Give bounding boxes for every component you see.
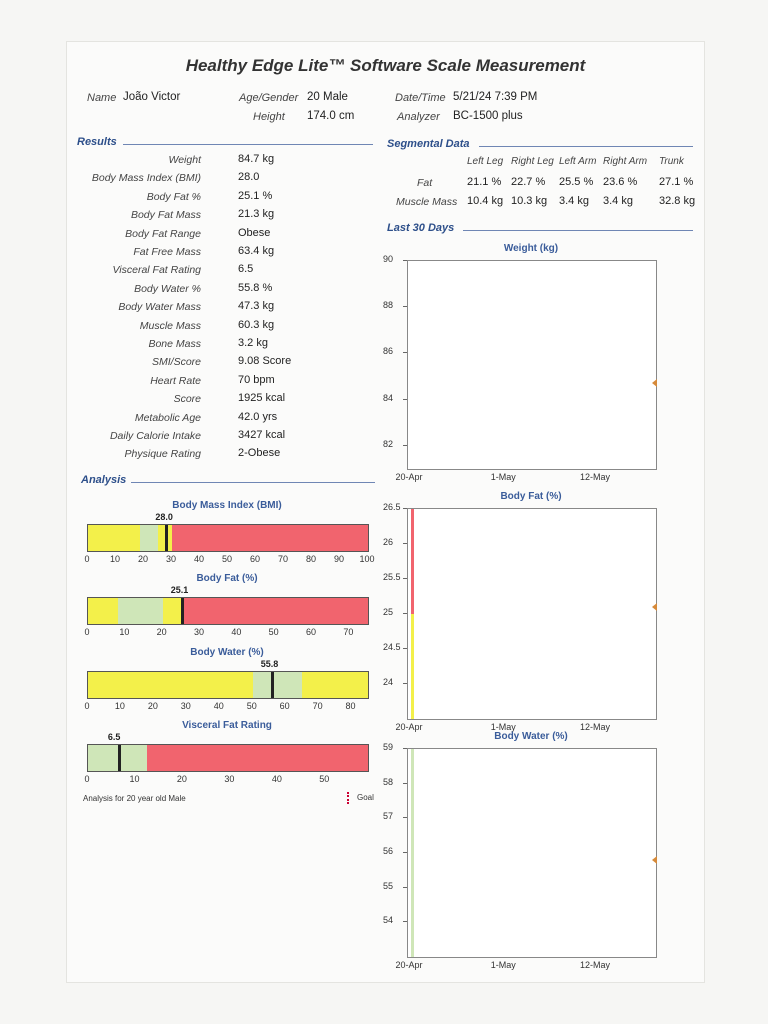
goal-legend-label: Goal xyxy=(357,793,374,803)
current-value-marker xyxy=(165,524,168,552)
segmental-cell: 25.5 % xyxy=(559,176,594,188)
axis-tick-label: 20 xyxy=(147,701,158,711)
result-label: Weight xyxy=(168,154,201,166)
goal-legend xyxy=(347,792,374,804)
y-tick-label: 25 xyxy=(383,607,394,617)
x-tick-label: 1-May xyxy=(490,472,516,482)
axis-tick-label: 10 xyxy=(114,701,125,711)
range-zone-yellow xyxy=(88,598,118,624)
result-value: 47.3 kg xyxy=(238,300,275,313)
trend-chart-title: Body Water (%) xyxy=(494,731,568,742)
y-tick-mark xyxy=(403,683,407,684)
range-zone-yellow xyxy=(302,672,368,698)
y-tick-mark xyxy=(403,543,407,544)
axis-tick-label: 70 xyxy=(312,701,323,711)
y-tick-label: 24.5 xyxy=(383,642,401,652)
current-value-marker xyxy=(118,744,121,772)
report-title: Healthy Edge Lite™ Software Scale Measurement xyxy=(185,56,586,75)
range-zone-red xyxy=(181,598,368,624)
axis-tick-label: 70 xyxy=(277,554,288,564)
trend-plot-area xyxy=(407,508,657,720)
result-label: Body Fat Range xyxy=(125,227,201,240)
segmental-column-header: Trunk xyxy=(659,156,684,167)
axis-tick-label: 0 xyxy=(84,701,90,711)
segmental-column-header: Right Leg xyxy=(511,156,554,167)
axis-tick-label: 20 xyxy=(156,627,167,637)
x-tick-label: 1-May xyxy=(490,960,516,970)
x-tick-label: 20-Apr xyxy=(395,472,423,482)
result-value: 60.3 kg xyxy=(238,318,275,331)
axis-tick-label: 80 xyxy=(305,554,316,564)
axis-tick-label: 0 xyxy=(84,627,90,637)
y-tick-mark xyxy=(403,508,407,509)
height-label: Height xyxy=(253,111,285,123)
y-tick-mark xyxy=(403,578,407,579)
trend-chart-title: Weight (kg) xyxy=(503,243,559,254)
current-value-point xyxy=(652,603,657,611)
range-zone-green xyxy=(253,672,302,698)
analysis-heading: Analysis xyxy=(81,474,127,486)
y-tick-label: 25.5 xyxy=(383,572,401,582)
analyzer-label: Analyzer xyxy=(397,111,440,123)
axis-tick-label: 40 xyxy=(271,774,282,784)
axis-tick-label: 60 xyxy=(305,627,316,637)
result-value: 3.2 kg xyxy=(238,337,268,349)
y-tick-mark xyxy=(403,352,407,353)
axis-tick-label: 20 xyxy=(137,554,148,564)
analysis-footer: Analysis for 20 year old Male xyxy=(83,794,186,803)
result-label: Daily Calorie Intake xyxy=(109,430,201,442)
axis-tick-label: 40 xyxy=(213,701,224,711)
y-tick-mark xyxy=(403,306,407,307)
result-label: Body Water % xyxy=(134,282,201,295)
age-gender-value: 20 Male xyxy=(307,91,348,103)
y-tick-label: 90 xyxy=(383,254,394,264)
current-value-marker xyxy=(181,597,184,625)
range-zone-red xyxy=(147,745,368,771)
name-value: João Victor xyxy=(123,91,181,103)
last30-rule xyxy=(463,230,693,231)
segmental-rule xyxy=(479,146,693,147)
result-value: 6.5 xyxy=(238,263,254,276)
current-value-label: 28.0 xyxy=(155,512,173,522)
y-tick-label: 57 xyxy=(383,811,394,822)
x-tick-label: 12-May xyxy=(579,722,610,732)
y-tick-mark xyxy=(403,445,407,446)
range-zone-green xyxy=(140,525,158,551)
result-label: Bone Mass xyxy=(148,338,201,350)
axis-tick-label: 60 xyxy=(279,701,290,711)
current-value-label: 6.5 xyxy=(107,732,121,742)
y-tick-label: 59 xyxy=(383,742,394,752)
result-label: Fat Free Mass xyxy=(133,246,201,258)
age-gender-label: Age/Gender xyxy=(239,92,299,104)
y-tick-mark xyxy=(403,887,407,888)
current-value-marker xyxy=(271,671,274,699)
axis-tick-label: 50 xyxy=(319,774,330,784)
x-tick-label: 12-May xyxy=(579,960,610,970)
result-value: 55.8 % xyxy=(238,281,273,294)
segmental-row-label: Fat xyxy=(417,177,433,189)
axis-tick-label: 0 xyxy=(84,774,90,784)
axis-tick-label: 40 xyxy=(193,554,204,564)
report-sheet xyxy=(67,42,704,982)
result-value: 28.0 xyxy=(238,171,260,184)
current-value-label: 55.8 xyxy=(260,659,279,669)
axis-tick-label: 50 xyxy=(221,554,232,564)
result-value: 9.08 Score xyxy=(238,355,292,368)
axis-tick-label: 10 xyxy=(119,627,130,637)
current-value-point xyxy=(652,379,657,387)
analysis-range-bar xyxy=(87,597,369,625)
results-heading: Results xyxy=(77,136,117,148)
segmental-heading: Segmental Data xyxy=(387,138,470,150)
axis-tick-label: 20 xyxy=(176,774,187,784)
y-tick-label: 55 xyxy=(383,880,394,891)
axis-tick-label: 30 xyxy=(224,774,235,784)
y-tick-mark xyxy=(403,748,407,749)
analysis-range-bar xyxy=(87,524,369,552)
axis-tick-label: 100 xyxy=(359,554,375,564)
y-tick-label: 58 xyxy=(383,776,394,787)
result-value: 3427 kcal xyxy=(238,429,286,441)
segmental-cell: 21.1 % xyxy=(467,176,502,188)
result-label: Body Water Mass xyxy=(118,301,201,314)
result-label: Body Fat % xyxy=(146,190,201,203)
segmental-cell: 27.1 % xyxy=(659,176,694,188)
y-tick-mark xyxy=(403,921,407,922)
range-zone-red xyxy=(172,525,368,551)
axis-tick-label: 40 xyxy=(231,627,242,637)
trend-plot-area xyxy=(407,260,657,470)
segmental-cell: 3.4 kg xyxy=(603,195,633,207)
y-tick-label: 86 xyxy=(383,346,394,357)
result-label: Body Mass Index (BMI) xyxy=(91,172,201,185)
analysis-bar-title: Visceral Fat Rating xyxy=(182,720,272,731)
result-label: Physique Rating xyxy=(124,448,201,461)
y-tick-mark xyxy=(403,852,407,853)
goal-legend-icon xyxy=(347,792,351,804)
y-tick-mark xyxy=(403,613,407,614)
result-label: Score xyxy=(173,393,201,406)
y-tick-label: 26.5 xyxy=(383,502,401,512)
y-tick-label: 54 xyxy=(383,915,394,926)
segmental-cell: 23.6 % xyxy=(603,176,638,188)
date-time-value: 5/21/24 7:39 PM xyxy=(453,91,538,103)
y-tick-mark xyxy=(403,260,407,261)
result-value: 2-Obese xyxy=(238,447,281,460)
segmental-row-label: Muscle Mass xyxy=(396,196,458,208)
last30-heading: Last 30 Days xyxy=(387,222,455,234)
result-label: Metabolic Age xyxy=(134,411,201,424)
axis-tick-label: 30 xyxy=(193,627,204,637)
range-zone-yellow xyxy=(163,598,182,624)
result-value: 42.0 yrs xyxy=(238,410,278,423)
axis-tick-label: 30 xyxy=(180,701,191,711)
result-label: Heart Rate xyxy=(150,374,201,387)
segmental-column-header: Left Leg xyxy=(467,156,504,167)
segmental-column-header: Left Arm xyxy=(559,156,597,167)
y-tick-label: 24 xyxy=(383,677,394,687)
segmental-cell: 32.8 kg xyxy=(659,195,696,207)
segmental-cell: 10.4 kg xyxy=(467,195,504,207)
segmental-cell: 10.3 kg xyxy=(511,195,548,207)
axis-tick-label: 10 xyxy=(129,774,140,784)
y-tick-label: 82 xyxy=(383,438,394,449)
segmental-column-header: Right Arm xyxy=(603,156,648,167)
y-tick-label: 88 xyxy=(383,300,394,311)
x-tick-label: 20-Apr xyxy=(395,960,423,970)
x-tick-label: 20-Apr xyxy=(395,722,423,732)
y-tick-mark xyxy=(403,648,407,649)
analysis-bar-title: Body Mass Index (BMI) xyxy=(172,500,282,511)
analysis-bar-title: Body Water (%) xyxy=(190,647,264,658)
result-value: 25.1 % xyxy=(238,189,273,202)
date-time-label: Date/Time xyxy=(395,92,446,104)
range-zone-yellow xyxy=(88,672,253,698)
analysis-rule xyxy=(131,482,375,483)
axis-tick-label: 60 xyxy=(249,554,260,564)
axis-tick-label: 80 xyxy=(345,701,356,711)
y-tick-mark xyxy=(403,783,407,784)
axis-tick-label: 70 xyxy=(343,627,354,637)
result-label: Visceral Fat Rating xyxy=(112,264,201,277)
result-value: 63.4 kg xyxy=(238,245,275,257)
result-value: Obese xyxy=(238,226,271,239)
range-zone-yellow xyxy=(88,525,140,551)
axis-tick-label: 10 xyxy=(109,554,120,564)
x-tick-label: 12-May xyxy=(579,472,610,482)
name-label: Name xyxy=(87,92,117,104)
y-tick-mark xyxy=(403,399,407,400)
results-rule xyxy=(123,144,373,145)
y-tick-mark xyxy=(403,817,407,818)
result-label: Body Fat Mass xyxy=(130,209,201,222)
result-value: 1925 kcal xyxy=(238,392,286,405)
analysis-bar-title: Body Fat (%) xyxy=(196,573,258,584)
trend-plot-area xyxy=(407,748,657,958)
x-tick-label: 1-May xyxy=(490,722,516,732)
current-value-point xyxy=(652,856,657,864)
segmental-cell: 3.4 kg xyxy=(559,195,589,207)
result-value: 84.7 kg xyxy=(238,153,275,165)
y-tick-label: 56 xyxy=(383,846,394,856)
y-tick-label: 26 xyxy=(383,537,394,547)
axis-tick-label: 0 xyxy=(84,554,90,564)
result-label: SMI/Score xyxy=(151,356,201,369)
trend-zone-yellow xyxy=(411,614,414,719)
range-zone-green xyxy=(118,598,163,624)
axis-tick-label: 50 xyxy=(268,627,279,637)
trend-chart-title: Body Fat (%) xyxy=(500,491,562,502)
y-tick-label: 84 xyxy=(383,392,394,403)
analysis-range-bar xyxy=(87,744,369,772)
result-value: 21.3 kg xyxy=(238,208,275,221)
result-label: Muscle Mass xyxy=(139,319,201,332)
analysis-range-bar xyxy=(87,671,369,699)
analyzer-value: BC-1500 plus xyxy=(453,110,523,122)
trend-zone-red xyxy=(411,509,414,614)
axis-tick-label: 30 xyxy=(165,554,176,564)
axis-tick-label: 50 xyxy=(246,701,257,711)
trend-zone-green xyxy=(411,749,414,957)
height-value: 174.0 cm xyxy=(307,110,355,122)
result-value: 70 bpm xyxy=(238,373,275,386)
axis-tick-label: 90 xyxy=(333,554,344,564)
current-value-label: 25.1 xyxy=(170,585,189,595)
segmental-cell: 22.7 % xyxy=(511,176,546,188)
